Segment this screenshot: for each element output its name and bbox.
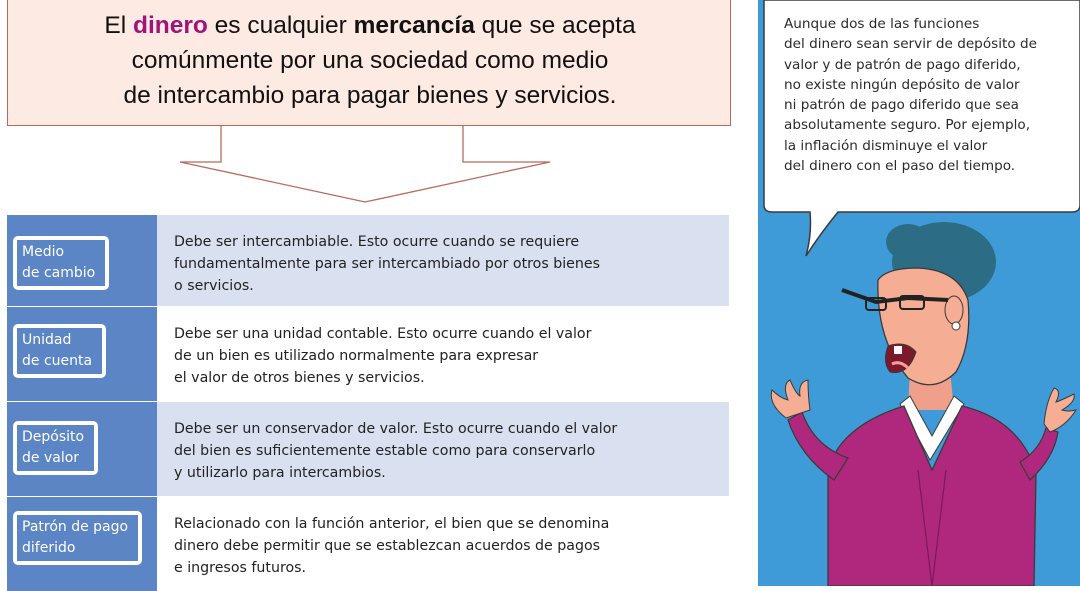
label-cell <box>7 497 157 591</box>
description-cell <box>157 497 729 591</box>
definition-text <box>28 8 712 113</box>
function-label-deposito-de-valor: Depósito de valor <box>17 425 94 471</box>
label-cell <box>7 307 157 402</box>
label-cell <box>7 402 157 497</box>
function-description: Debe ser un conservador de valor. Esto ocurre cuando el valor del bien es suficientemente estable como para conservarlo y utilizarlo para intercambios. <box>174 421 618 481</box>
definition-term-mercancia: mercancía <box>353 12 475 39</box>
label-cell <box>7 215 157 307</box>
function-label-medio-de-cambio: Medio de cambio <box>17 240 105 286</box>
description-cell <box>157 307 729 402</box>
down-arrow-icon <box>180 126 550 206</box>
definition-box <box>7 0 731 126</box>
definition-line3: de intercambio para pagar bienes y servicios. <box>123 82 617 109</box>
description-cell <box>157 215 729 307</box>
label-box <box>13 236 109 290</box>
speech-bubble-text: Aunque dos de las funciones del dinero sean servir de depósito de valor y de patrón de pago diferido, no existe ningún depósito de valor ni patrón de pago diferido que sea absolutamente seguro. Por ejemplo, la inflación disminuye el valor del dinero con el paso del tiempo. <box>784 16 1037 175</box>
function-label-unidad-de-cuenta: Unidad de cuenta <box>17 328 102 374</box>
table-row <box>7 307 729 402</box>
definition-part1: El <box>104 12 133 39</box>
function-label-patron-de-pago-diferido: Patrón de pago diferido <box>17 515 138 561</box>
table-row <box>7 497 729 591</box>
table-row <box>7 215 729 307</box>
function-description: Relacionado con la función anterior, el bien que se denomina dinero debe permitir que se establezcan acuerdos de pagos e ingresos futuros. <box>174 516 610 576</box>
label-box <box>13 421 98 475</box>
definition-part3: que se acepta <box>474 12 636 39</box>
definition-line2: comúnmente por una sociedad como medio <box>131 47 609 74</box>
function-description: Debe ser una unidad contable. Esto ocurre cuando el valor de un bien es utilizado normalmente para expresar el valor de otros bienes y servicios. <box>174 326 592 386</box>
label-box <box>13 324 106 378</box>
label-box <box>13 511 142 565</box>
table-row <box>7 402 729 497</box>
money-functions-table <box>7 215 729 591</box>
description-cell <box>157 402 729 497</box>
function-description: Debe ser intercambiable. Esto ocurre cuando se requiere fundamentalmente para ser intercambiado por otros bienes o servicios. <box>174 234 601 294</box>
definition-part2: es cualquier <box>207 12 354 39</box>
definition-term-dinero: dinero <box>133 12 208 39</box>
